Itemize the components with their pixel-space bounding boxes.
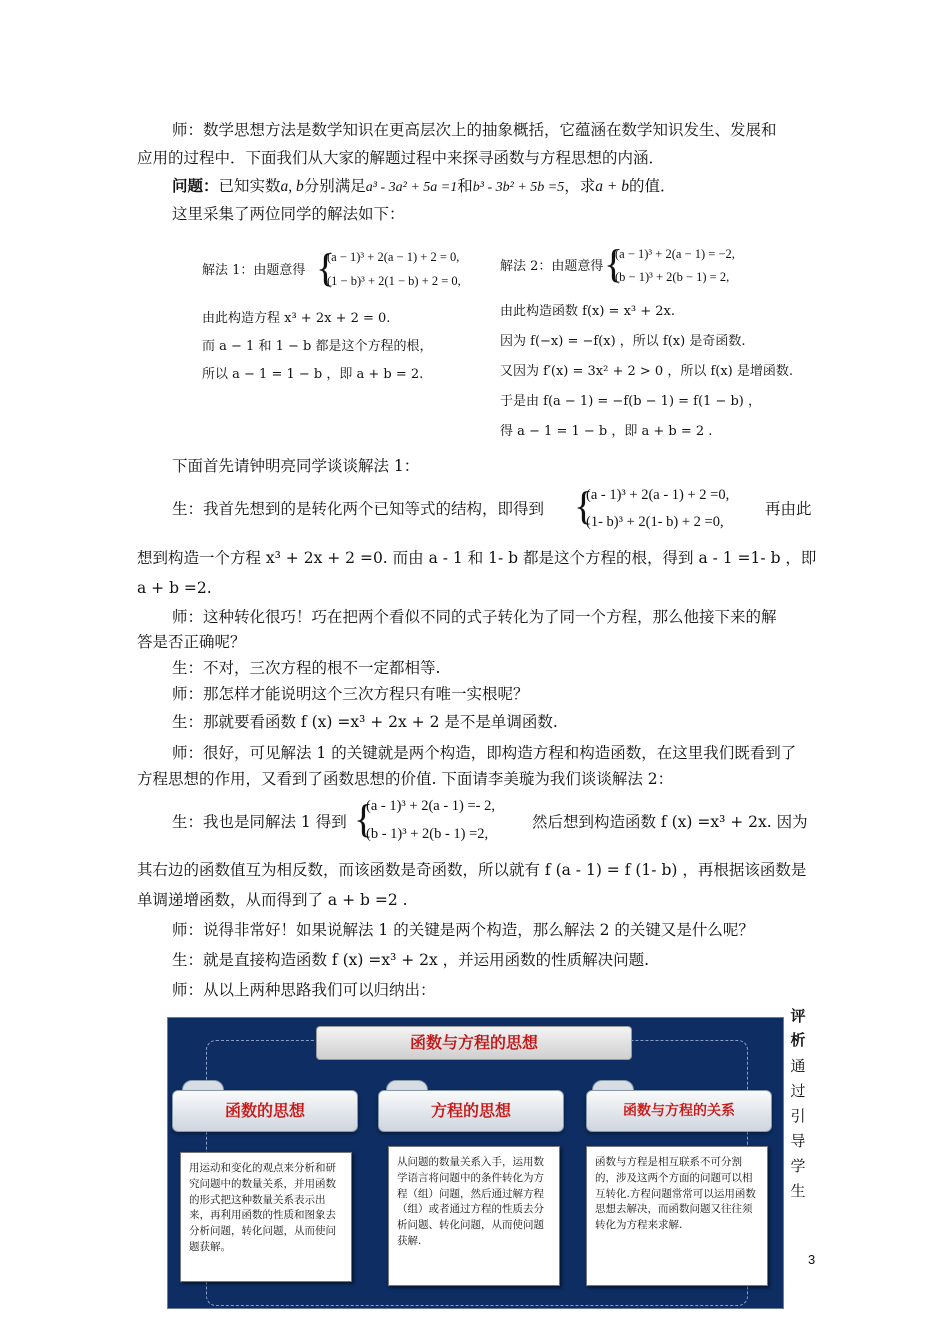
- sol1-brace: {: [316, 245, 336, 290]
- para1-line1: 师：数学思想方法是数学知识在更高层次上的抽象概括，它蕴涵在数学知识发生、发展和: [172, 121, 777, 139]
- sol1-line3: 所以 a − 1 = 1 − b ，即 a + b = 2.: [202, 367, 424, 382]
- sol1-line1: 由此构造方程 x³ + 2x + 2 = 0.: [202, 311, 391, 326]
- t5: 师：说得非常好！如果说解法 1 的关键是两个构造，那么解法 2 的关键又是什么呢？: [172, 921, 754, 939]
- sol1-eq-b: (1 − b)³ + 2(1 − b) + 2 = 0,: [327, 274, 461, 288]
- sol2-line1: 由此构造函数 f(x) = x³ + 2x.: [500, 304, 676, 319]
- side-note-char-3: 通: [790, 1057, 806, 1075]
- s4-pre: 生：我也是同解法 1 得到: [172, 813, 347, 831]
- s4-line2: 其右边的函数值互为相反数，而该函数是奇函数，所以就有 f (a - 1) = f (1- b) ，再根据该函数是: [137, 861, 807, 879]
- diagram-title: 函数与方程的思想: [316, 1026, 632, 1060]
- problem-line: [172, 174, 675, 200]
- t4-line1: 师：很好，可见解法 1 的关键就是两个构造，即构造方程和构造函数，在这里我们既看到了: [172, 744, 797, 762]
- problem-text-d: 的值．: [628, 177, 676, 195]
- problem-and: 和: [457, 177, 473, 195]
- problem-text-b: 分别满足: [303, 177, 366, 195]
- side-note-char-5: 引: [790, 1107, 806, 1125]
- problem-eq1: a³ - 3a² + 5a =1: [365, 180, 458, 195]
- thought-diagram: [167, 1017, 784, 1309]
- s1-eq-a: (a - 1)³ + 2(a - 1) + 2 =0,: [586, 487, 730, 503]
- side-note-char-1: 评: [790, 1007, 806, 1025]
- side-note-char-2: 析: [790, 1031, 806, 1049]
- sol2-eq-a: (a − 1)³ + 2(a − 1) = −2,: [615, 247, 735, 261]
- page-number: 3: [808, 1252, 816, 1267]
- col2-head: 方程的思想: [378, 1090, 564, 1132]
- col1-head: 函数的思想: [172, 1090, 358, 1132]
- side-note-char-6: 导: [790, 1132, 806, 1150]
- s1-post: 再由此: [765, 500, 812, 518]
- sol2-brace: {: [604, 241, 624, 286]
- s3: 生：那就要看函数 f (x) =x³ + 2x + 2 是不是单调函数.: [172, 713, 558, 731]
- sol2-line5: 得 a − 1 = 1 − b ，即 a + b = 2 .: [500, 424, 713, 439]
- sol1-label: 解法 1：由题意得: [202, 263, 306, 278]
- s1-pre: 生：我首先想到的是转化两个已知等式的结构，即得到: [172, 500, 545, 518]
- s4-eq-a: (a - 1)³ + 2(a - 1) =- 2,: [366, 798, 495, 814]
- col3-head: 函数与方程的关系: [586, 1090, 772, 1132]
- t3: 师：那怎样才能说明这个三次方程只有唯一实根呢？: [172, 685, 529, 703]
- problem-eq2: b³ - 3b² + 5b =5: [472, 180, 565, 195]
- sol2-eq-b: (b − 1)³ + 2(b − 1) = 2,: [615, 270, 730, 284]
- side-note-char-7: 学: [790, 1157, 806, 1175]
- problem-label: 问题：: [172, 176, 219, 195]
- t2-line2: 答是否正确呢？: [137, 633, 246, 651]
- s1-line2: 想到构造一个方程 x³ + 2x + 2 =0. 而由 a - 1 和 1- b 都是这个方程的根，得到 a - 1 =1- b ，即: [137, 549, 817, 567]
- sol1-line2: 而 a − 1 和 1 − b 都是这个方程的根，: [202, 339, 433, 354]
- t2-line1: 师：这种转化很巧！巧在把两个看似不同的式子转化为了同一个方程，那么他接下来的解: [172, 608, 777, 626]
- side-note-char-4: 过: [790, 1082, 806, 1100]
- s4-brace: {: [354, 796, 374, 841]
- s1-eq-b: (1- b)³ + 2(1- b) + 2 =0,: [586, 514, 724, 530]
- sol2-line4: 于是由 f(a − 1) = −f(b − 1) = f(1 − b) ，: [500, 394, 762, 409]
- problem-text-c: ，求: [564, 177, 596, 195]
- problem-text-a: 已知实数: [218, 177, 281, 195]
- sol2-label: 解法 2：由题意得: [500, 259, 604, 274]
- problem-target: a + b: [595, 178, 629, 195]
- s1-brace: {: [574, 483, 594, 528]
- sol1-eq-a: (a − 1)³ + 2(a − 1) + 2 = 0,: [327, 250, 460, 264]
- col2-body: 从问题的数量关系入手，运用数学语言将问题中的条件转化为方程（组）问题，然后通过解方程（组）或者通过方程的性质去分析问题、转化问题，从而使问题获解.: [388, 1146, 560, 1286]
- col3-body: 函数与方程是相互联系不可分割的，涉及这两个方面的问题可以相互转化.方程问题常常可以运用函数思想去解决，而函数问题又往往须转化为方程来求解.: [586, 1146, 768, 1286]
- sol2-line3: 又因为 f′(x) = 3x² + 2 > 0 ，所以 f(x) 是增函数.: [500, 364, 794, 379]
- invite1: 下面首先请钟明亮同学谈谈解法 1：: [172, 457, 420, 475]
- s1-line3: a + b =2.: [137, 579, 212, 597]
- s5: 生：就是直接构造函数 f (x) =x³ + 2x ，并运用函数的性质解决问题.: [172, 951, 650, 969]
- para1-line2: 应用的过程中．下面我们从大家的解题过程中来探寻函数与方程思想的内涵．: [137, 149, 665, 167]
- side-note-char-8: 生: [790, 1182, 806, 1200]
- collected-line: 这里采集了两位同学的解法如下：: [172, 205, 405, 223]
- s4-line3: 单调递增函数，从而得到了 a + b =2 .: [137, 891, 408, 909]
- problem-vars: a, b: [280, 178, 304, 195]
- s4-eq-b: (b - 1)³ + 2(b - 1) =2,: [366, 826, 489, 842]
- t4-line2: 方程思想的作用，又看到了函数思想的价值. 下面请李美璇为我们谈谈解法 2：: [137, 770, 674, 788]
- sol2-line2: 因为 f(−x) = −f(x) ，所以 f(x) 是奇函数.: [500, 334, 746, 349]
- col1-body: 用运动和变化的观点来分析和研究问题中的数量关系，并用函数的形式把这种数量关系表示出来，再利用函数的性质和图象去分析问题，转化问题，从而使问题获解。: [180, 1152, 352, 1282]
- t6: 师：从以上两种思路我们可以归纳出：: [172, 981, 436, 999]
- s2: 生：不对，三次方程的根不一定都相等.: [172, 659, 441, 677]
- s4-post: 然后想到构造函数 f (x) =x³ + 2x. 因为: [532, 813, 808, 831]
